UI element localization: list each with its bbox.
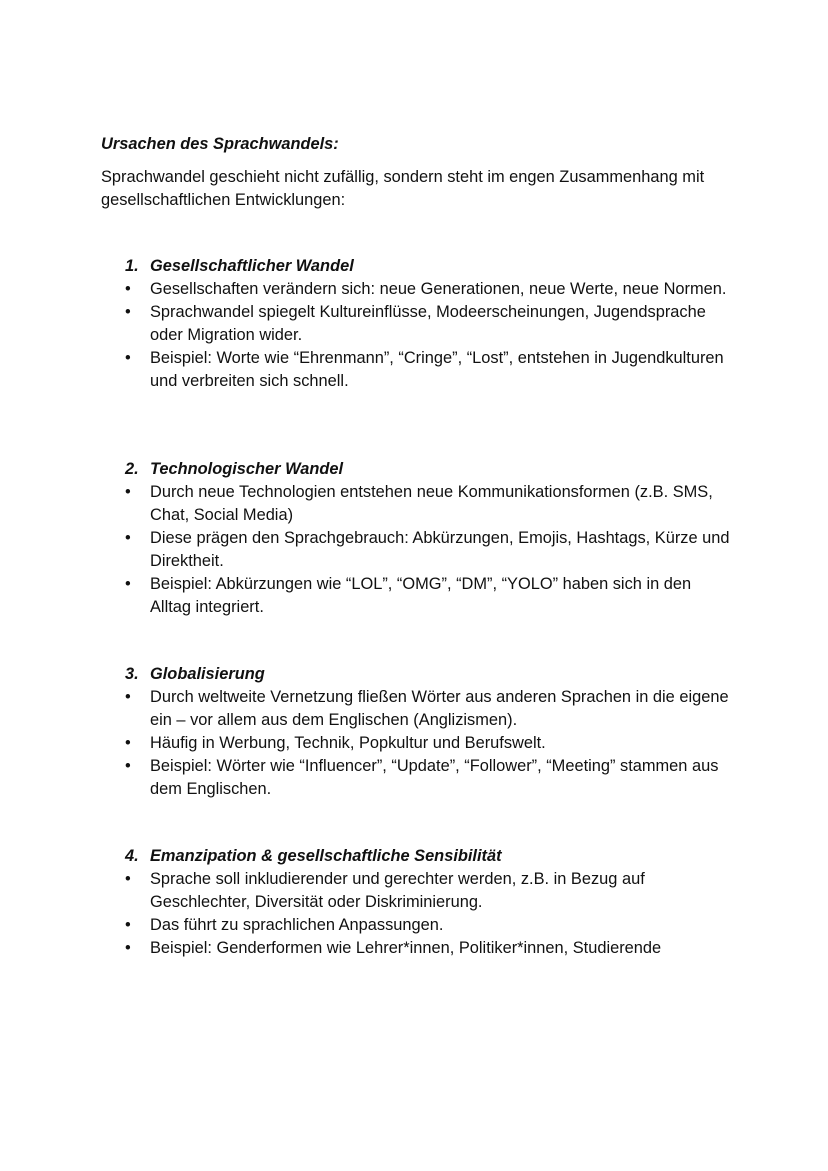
bullet-text: Das führt zu sprachlichen Anpassungen.: [150, 916, 444, 934]
list-item: [101, 914, 741, 937]
list-item: [101, 686, 741, 732]
list-item: [101, 527, 741, 573]
bullet-icon: •: [125, 529, 131, 547]
bullet-text: Beispiel: Genderformen wie Lehrer*innen, Politiker*innen, Studierende: [150, 939, 662, 957]
list-item: [101, 937, 741, 960]
bullet-icon: •: [125, 939, 131, 957]
section-number: 4.: [125, 847, 139, 865]
bullet-icon: •: [125, 483, 131, 501]
bullet-text: Beispiel: Abkürzungen wie “LOL”, “OMG”, “DM”, “YOLO” haben sich in den Alltag integriert.: [150, 575, 692, 616]
section-heading: Gesellschaftlicher Wandel: [150, 257, 354, 275]
bullet-text: Sprache soll inkludierender und gerechter werden, z.B. in Bezug auf Geschlechter, Diversität oder Diskriminierung.: [150, 870, 645, 911]
section-globalisierung: [101, 663, 741, 801]
bullet-icon: •: [125, 734, 131, 752]
intro-paragraph: Sprachwandel geschieht nicht zufällig, sondern steht im engen Zusammenhang mit gesellschaftlichen Entwicklungen:: [101, 168, 705, 209]
list-item: [101, 868, 741, 914]
section-gesellschaftlicher-wandel: [101, 255, 741, 393]
bullet-text: Durch neue Technologien entstehen neue Kommunikationsformen (z.B. SMS, Chat, Social Media): [150, 483, 713, 524]
bullet-icon: •: [125, 916, 131, 934]
section-number: 3.: [125, 665, 139, 683]
section-number: 1.: [125, 257, 139, 275]
section-emanzipation: [101, 845, 741, 960]
section-heading: Technologischer Wandel: [150, 460, 344, 478]
bullet-icon: •: [125, 303, 131, 321]
bullet-icon: •: [125, 575, 131, 593]
section-number: 2.: [125, 460, 139, 478]
bullet-text: Beispiel: Wörter wie “Influencer”, “Update”, “Follower”, “Meeting” stammen aus dem Englischen.: [150, 757, 719, 798]
bullet-icon: •: [125, 349, 131, 367]
list-item: [101, 732, 741, 755]
bullet-text: Beispiel: Worte wie “Ehrenmann”, “Cringe”, “Lost”, entstehen in Jugendkulturen und verbreiten sich schnell.: [150, 349, 724, 390]
bullet-text: Durch weltweite Vernetzung fließen Wörter aus anderen Sprachen in die eigene ein – vor allem aus dem Englischen (Anglizismen).: [150, 688, 729, 729]
list-item: [101, 481, 741, 527]
bullet-text: Gesellschaften verändern sich: neue Generationen, neue Werte, neue Normen.: [150, 280, 727, 298]
list-item: [101, 755, 741, 801]
bullet-icon: •: [125, 688, 131, 706]
bullet-text: Sprachwandel spiegelt Kultureinflüsse, Modeerscheinungen, Jugendsprache oder Migration wider.: [150, 303, 706, 344]
list-item: [101, 301, 741, 347]
list-item: [101, 278, 741, 301]
bullet-icon: •: [125, 757, 131, 775]
section-heading: Globalisierung: [150, 665, 265, 683]
bullet-text: Diese prägen den Sprachgebrauch: Abkürzungen, Emojis, Hashtags, Kürze und Direktheit.: [150, 529, 730, 570]
section-heading: Emanzipation & gesellschaftliche Sensibilität: [150, 847, 502, 865]
bullet-icon: •: [125, 870, 131, 888]
document-title: Ursachen des Sprachwandels:: [101, 135, 339, 153]
list-item: [101, 347, 741, 393]
bullet-text: Häufig in Werbung, Technik, Popkultur und Berufswelt.: [150, 734, 546, 752]
list-item: [101, 573, 741, 619]
bullet-icon: •: [125, 280, 131, 298]
section-technologischer-wandel: [101, 458, 741, 619]
